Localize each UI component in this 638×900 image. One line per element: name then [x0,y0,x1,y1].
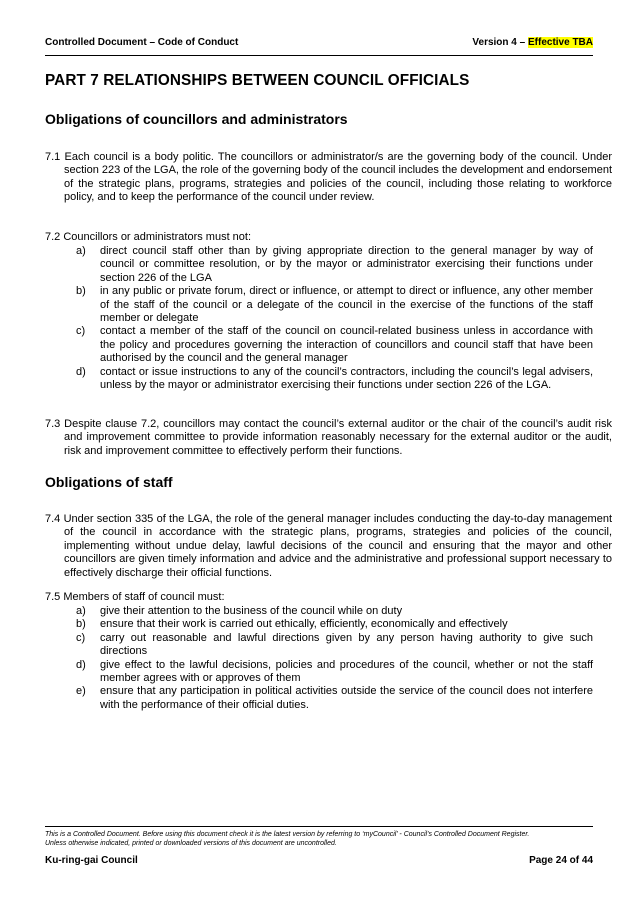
list-item [45,325,593,365]
section-heading-staff: Obligations of staff [45,474,173,490]
list-item [45,605,593,618]
list-item-text: direct council staff other than by giving appropriate direction to the general manager by way of council or committee resolution, or by the mayor or administrator exercising their functions under section 226 of the LGA [100,245,593,284]
header-version-prefix: Version 4 – [472,37,528,48]
page-footer [45,855,593,866]
list-item [45,245,593,285]
footer-divider [45,826,593,827]
header-effective-highlight: Effective TBA [527,37,593,48]
list-item-text: in any public or private forum, direct or influence, or attempt to direct or influence, any other member of the staff of the council or a delegate of the council in the exercise of the functions of the staff member or delegate [100,285,593,325]
list-marker: c) [76,325,86,338]
list-marker: a) [76,605,86,617]
list-item-text: give effect to the lawful decisions, policies and procedures of the council, whether or not the staff member agrees with or approves of them [100,658,593,685]
list-item [45,685,593,712]
clause-7-2-intro: 7.2 Councillors or administrators must not: [45,231,252,243]
list-marker: a) [76,245,86,257]
notice-line: Unless otherwise indicated, printed or downloaded versions of this document are uncontrolled. [45,840,337,847]
list-item [45,659,593,686]
clause-7-3: 7.3 Despite clause 7.2, councillors may contact the council’s external auditor or the chair of the council’s audit risk and improvement committee to provide information reasonably necessary for the external auditor or the audit, risk and improvement committee to effectively perform their functions. [45,418,612,457]
page-title: PART 7 RELATIONSHIPS BETWEEN COUNCIL OFFICIALS [45,72,470,89]
list-marker: d) [76,365,86,378]
list-marker: b) [76,618,86,631]
list-marker: c) [76,631,86,644]
list-marker: b) [76,285,86,298]
list-item [45,618,593,631]
list-item [45,366,593,393]
clause-7-2-list [45,245,593,392]
clause-7-5-intro: 7.5 Members of staff of council must: [45,591,225,603]
list-marker: e) [76,685,86,698]
list-item-text: ensure that any participation in political activities outside the service of the council does not interfere with the performance of their official duties. [100,685,593,711]
page-header [45,37,593,48]
section-heading-councillors: Obligations of councillors and administrators [45,111,348,127]
header-divider [45,55,593,56]
header-version [472,37,593,48]
list-item [45,285,593,325]
header-document-title: Controlled Document – Code of Conduct [45,37,239,48]
controlled-document-notice [45,830,593,848]
list-item [45,632,593,659]
list-item-text: contact a member of the staff of the council on council-related business unless in accordance with the policy and procedures governing the interaction of councillors and council staff that have been authorised by the council and the general manager [100,325,593,365]
notice-line: This is a Controlled Document. Before using this document check it is the latest version by referring to ‘myCouncil’ - Council’s Controlled Document Register. [45,831,530,838]
clause-7-1: 7.1 Each council is a body politic. The councillors or administrator/s are the governing body of the council. Under section 223 of the LGA, the role of the governing body of the council includes the development and endorsement of the strategic plans, programs, strategies and policies of the council, including those relating to workforce policy, and to keep the performance of the council under review. [45,151,612,204]
list-item-text: ensure that their work is carried out ethically, efficiently, economically and effectively [100,618,508,631]
list-item-text: give their attention to the business of the council while on duty [100,605,403,617]
list-item-text: contact or issue instructions to any of the council’s contractors, including the council’s legal advisers, unless by the mayor or administrator exercising their functions under section 226 of the LGA. [100,365,593,392]
page-number: Page 24 of 44 [529,855,593,866]
list-item-text: carry out reasonable and lawful directions given by any person having authority to give such directions [100,631,593,658]
clause-7-5-list [45,605,593,712]
list-marker: d) [76,658,86,671]
clause-7-4: 7.4 Under section 335 of the LGA, the role of the general manager includes conducting the day-to-day management of the council in accordance with the strategic plans, programs, strategies and policies of the council, implementing without undue delay, lawful decisions of the council and ensuring that the mayor and other councillors are given timely information and advice and the administrative and professional support necessary to effectively discharge their official functions. [45,513,612,579]
footer-organisation: Ku-ring-gai Council [45,855,138,866]
